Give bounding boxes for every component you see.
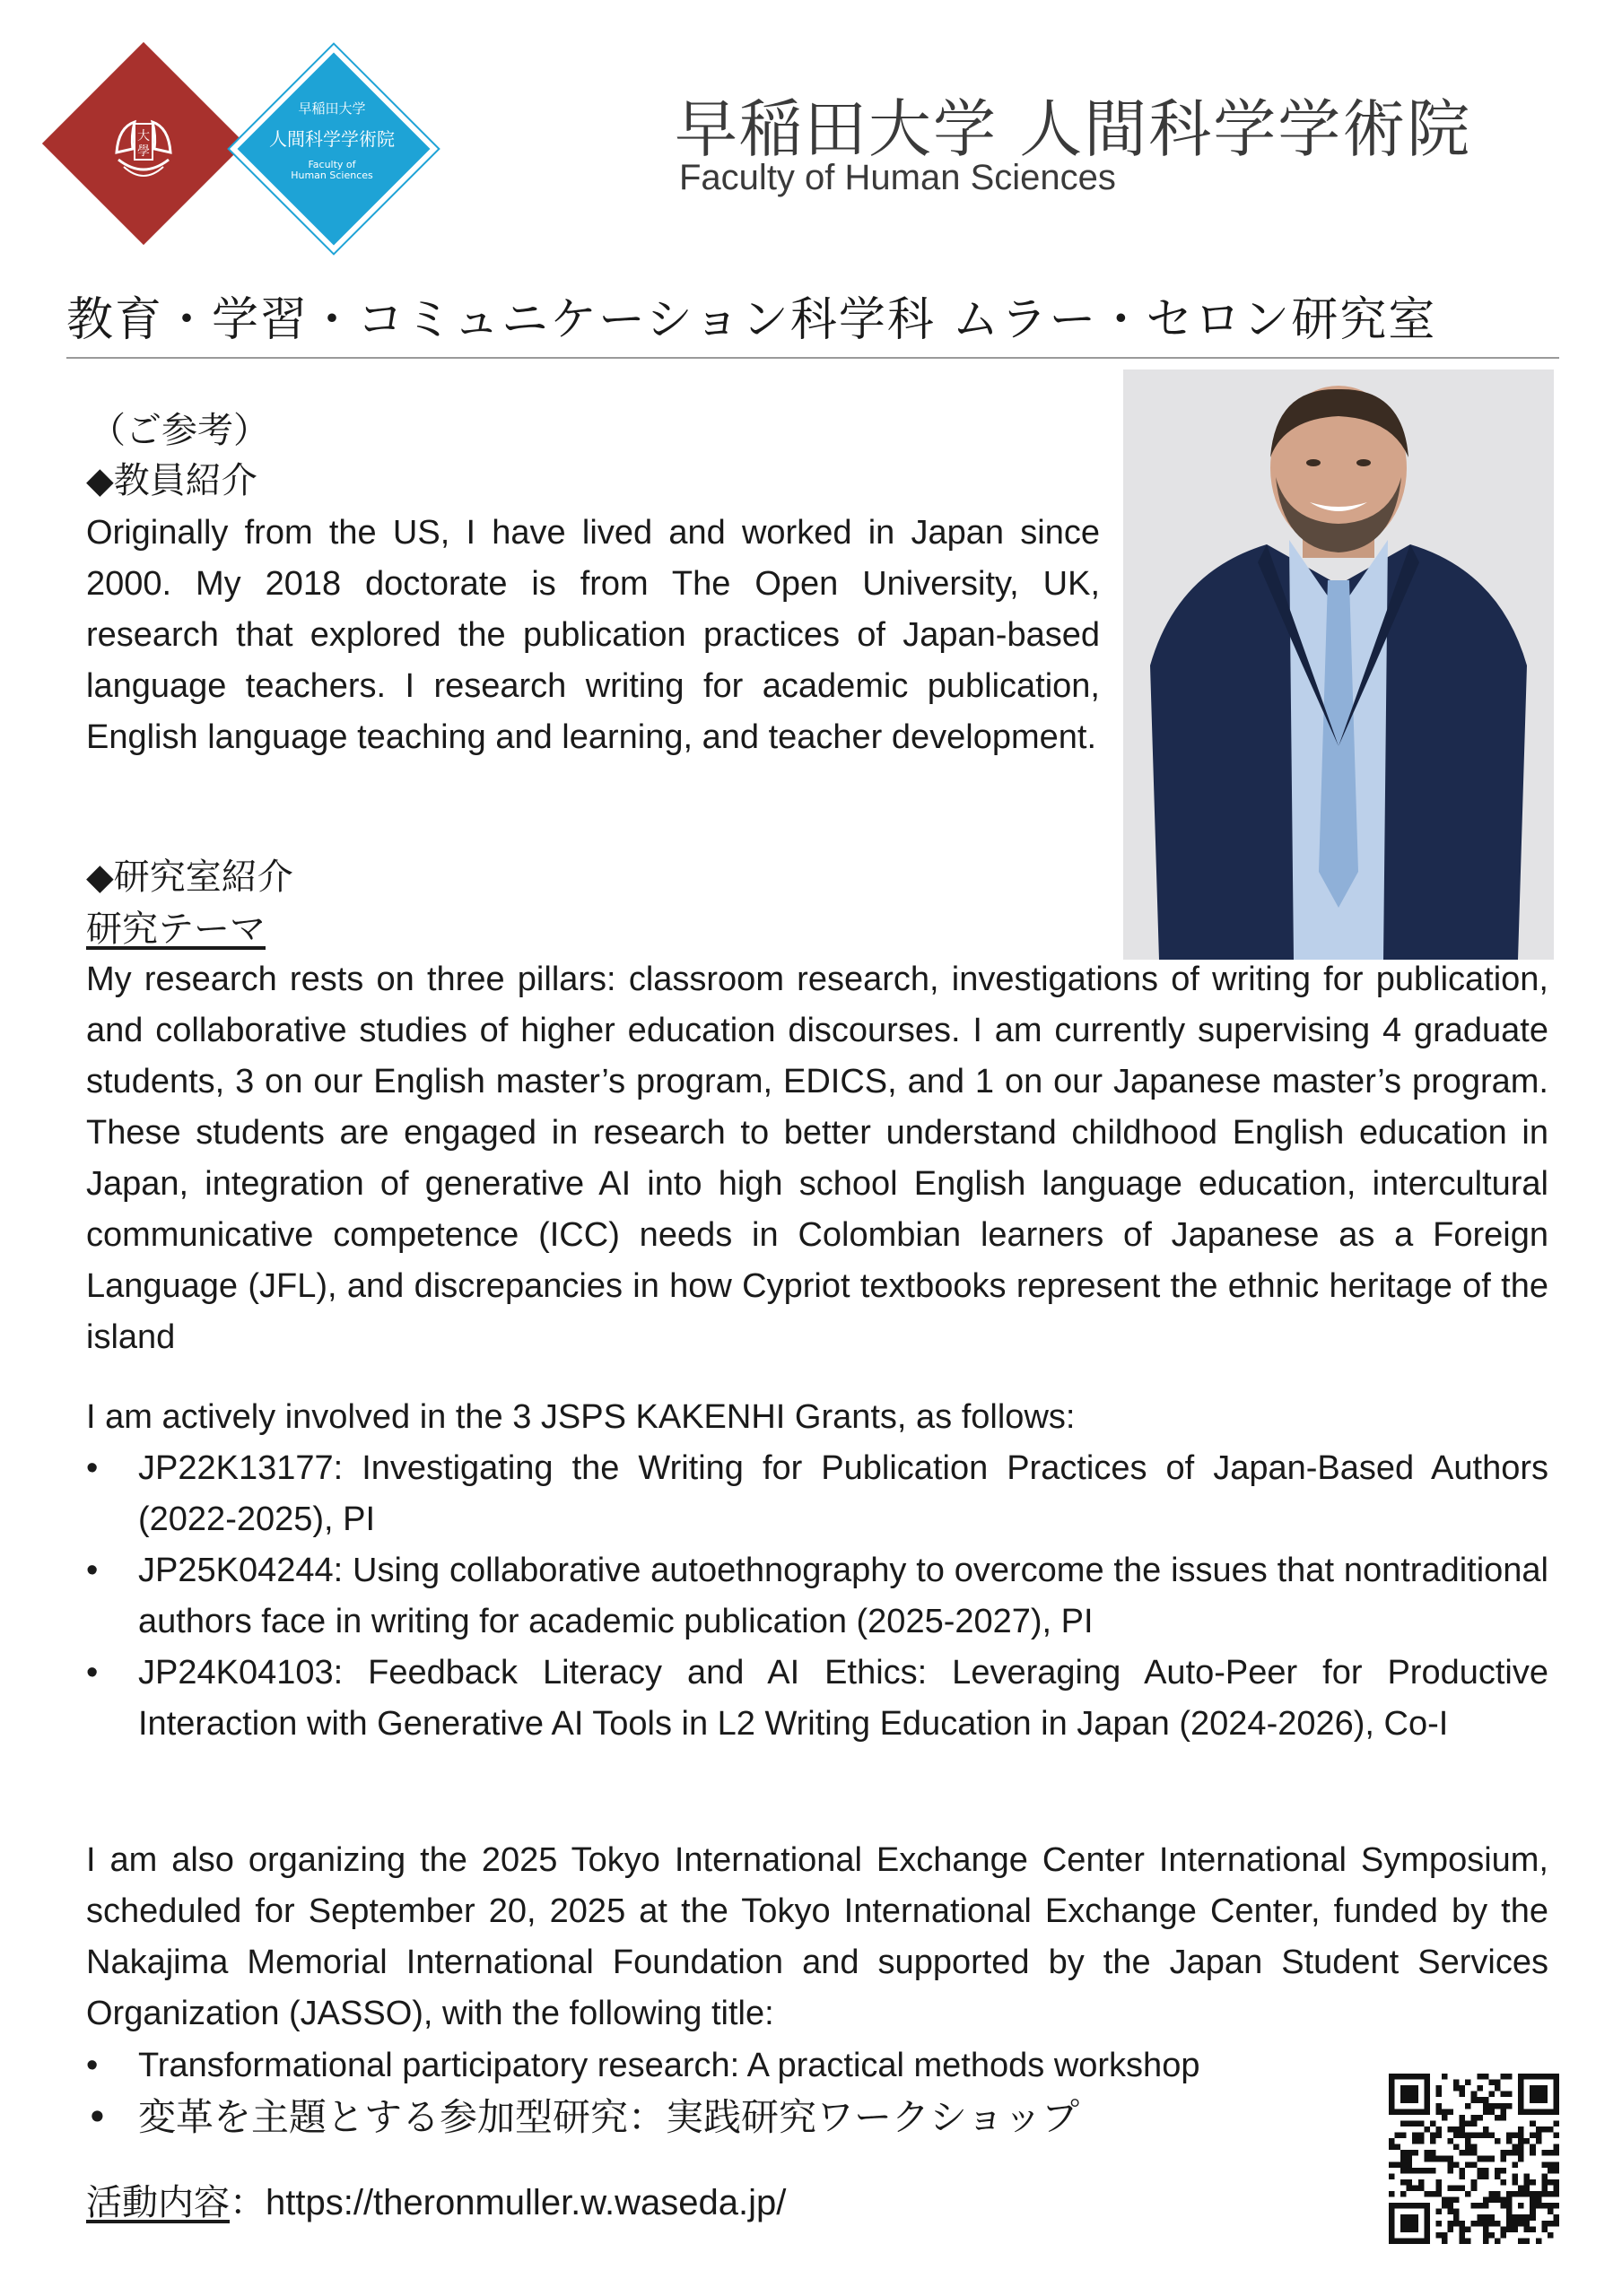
grant-item: • JP22K13177: Investigating the Writing for Publication Practices of Japan-Based Authors (2022-2025), PI bbox=[86, 1443, 1548, 1545]
svg-text:學: 學 bbox=[137, 144, 150, 159]
symposium-title-jp: • 変革を主題とする参加型研究：実践研究ワークショップ bbox=[86, 2092, 1378, 2143]
grant-item: • JP24K04103: Feedback Literacy and AI Ethics: Leveraging Auto-Peer for Productive Interaction with Generative AI Tools in L2 Writing Education in Japan (2024-2026), Co-I bbox=[86, 1648, 1548, 1750]
lab-website-link[interactable]: https://theronmuller.w.waseda.jp/ bbox=[266, 2183, 787, 2222]
title-divider bbox=[66, 357, 1559, 359]
logo-line-faculty: 人間科学学術院 bbox=[269, 128, 395, 150]
symposium-title-en: • Transformational participatory research: A practical methods workshop bbox=[86, 2040, 1378, 2092]
logo-line-en-2: Human Sciences bbox=[291, 170, 373, 181]
professor-photo bbox=[1123, 370, 1554, 960]
grant-list bbox=[86, 1443, 1548, 1750]
lab-intro-heading: ◆研究室紹介 bbox=[86, 857, 293, 898]
grant-item: • JP25K04244: Using collaborative autoethnography to overcome the issues that nontraditional authors face in writing for academic publication (2025-2027), PI bbox=[86, 1545, 1548, 1648]
university-name-jp: 早稲田大学 人間科学学術院 bbox=[675, 92, 1472, 166]
symposium-title-list bbox=[86, 2040, 1378, 2143]
activity-label: 活動内容 bbox=[86, 2182, 230, 2223]
faculty-bio: Originally from the US, I have lived and worked in Japan since 2000. My 2018 doctorate is from The Open University, UK, research that explored the publication practices of Japan-based language teachers. I research writing for academic publication, English language teaching and learning, and teacher development. bbox=[86, 514, 1100, 756]
waseda-emblem-icon bbox=[99, 100, 188, 190]
lab-title: 教育・学習・コミュニケーション科学科 ムラー・セロン研究室 bbox=[66, 293, 1437, 347]
activity-line bbox=[86, 2178, 786, 2229]
logo-line-en-1: Faculty of bbox=[308, 159, 356, 170]
research-theme-label: 研究テーマ bbox=[86, 909, 266, 950]
symposium-description: I am also organizing the 2025 Tokyo International Exchange Center International Symposium, scheduled for September 20, 2025 at the Tokyo International Exchange Center, funded by the Nakajima Memorial International Foundation and supported by the Japan Student Services Organization (JASSO), with the following title: bbox=[86, 1841, 1548, 2032]
reference-label: （ご参考） bbox=[90, 410, 269, 451]
faculty-intro-heading: ◆教員紹介 bbox=[86, 460, 257, 501]
qr-code[interactable] bbox=[1389, 2074, 1559, 2244]
activity-separator: ： bbox=[230, 2182, 266, 2223]
faculty-logo-text bbox=[242, 97, 422, 196]
university-name-en: Faculty of Human Sciences bbox=[679, 158, 1116, 197]
grants-intro: I am actively involved in the 3 JSPS KAKENHI Grants, as follows: bbox=[86, 1398, 1076, 1436]
logo-line-university: 早稲田大学 bbox=[298, 100, 366, 117]
svg-text:大: 大 bbox=[137, 129, 150, 144]
research-description: My research rests on three pillars: classroom research, investigations of writing for publication, and collaborative studies of higher education discourses. I am currently supervising 4 graduate students, 3 on our English master’s program, EDICS, and 1 on our Japanese master’s program. These students are engaged in research to better understand childhood English education in Japan, integration of generative AI into high school English language education, intercultural communicative competence (ICC) needs in Colombian learners of Japanese as a Foreign Language (JFL), and discrepancies in how Cypriot textbooks represent the ethnic heritage of the island bbox=[86, 961, 1548, 1356]
